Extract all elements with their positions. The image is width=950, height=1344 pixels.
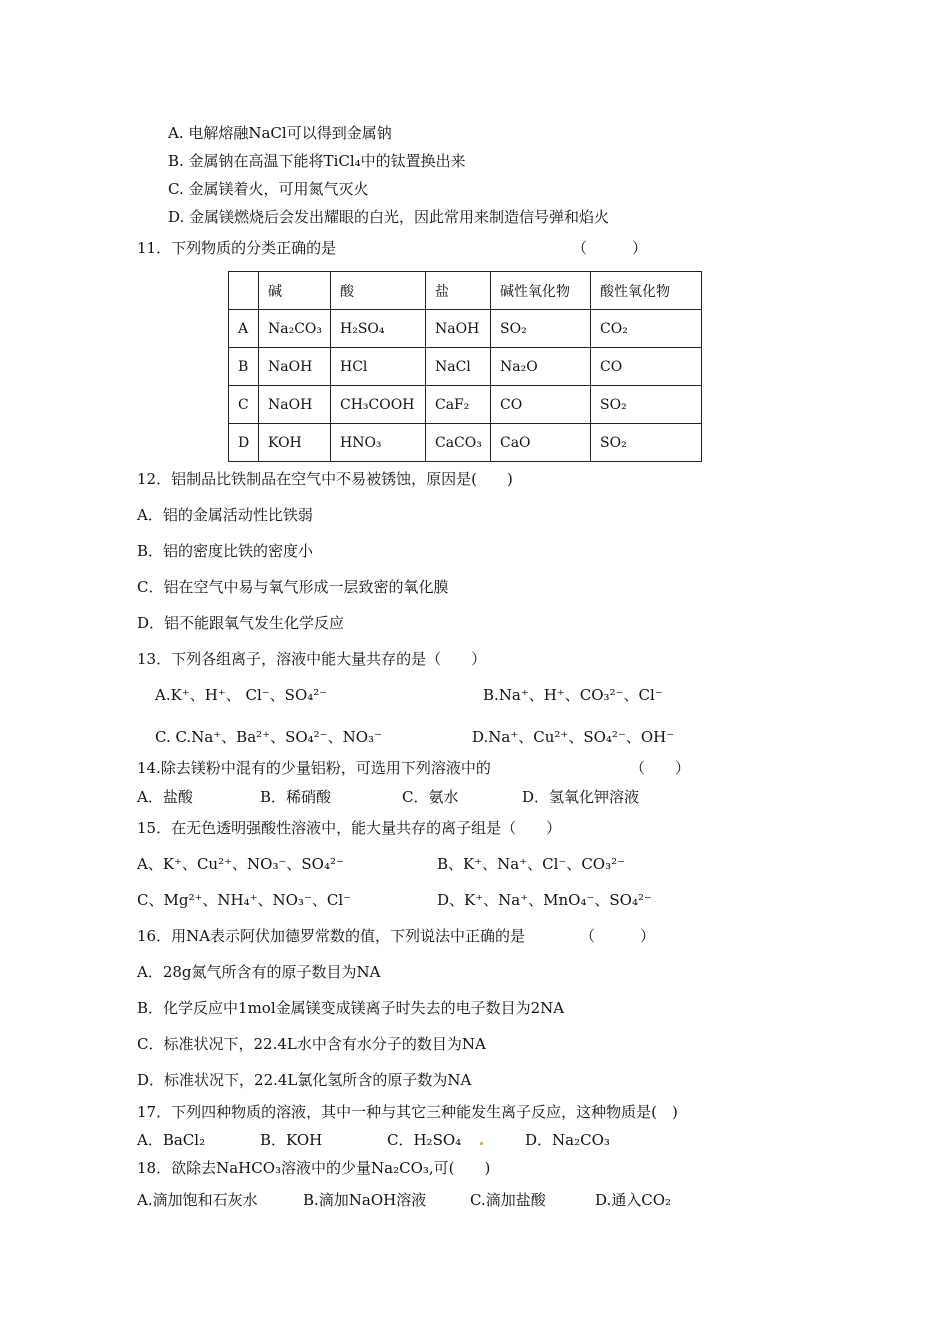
q18-option-a: A.滴加饱和石灰水 [137,1191,258,1209]
q16-stem: 16．用NA表示阿伏加德罗常数的值，下列说法中正确的是 [137,927,526,945]
table-cell: CO [591,348,702,386]
q13-option-c: C. C.Na⁺、Ba²⁺、SO₄²⁻、NO₃⁻ [155,728,382,746]
q12-option-d: D．铝不能跟氧气发生化学反应 [137,614,345,632]
q18-stem: 18．欲除去NaHCO₃溶液中的少量Na₂CO₃,可( ) [137,1159,491,1177]
q11-classification-table [228,271,702,462]
table-cell: HCl [331,348,426,386]
q14-option-c: C．氨水 [402,788,459,806]
q12-option-a: A．铝的金属活动性比铁弱 [137,506,313,524]
q17-option-d: D．Na₂CO₃ [525,1131,610,1149]
stray-mark [480,1142,483,1145]
table-cell: A [229,310,259,348]
header-cell [229,272,259,310]
table-row [229,386,702,424]
q18-option-c: C.滴加盐酸 [470,1191,546,1209]
header-cell: 酸 [331,272,426,310]
table-cell: B [229,348,259,386]
table-cell: CaCO₃ [426,424,491,462]
q10-option-c: C. 金属镁着火，可用氮气灭火 [168,180,369,198]
table-cell: NaOH [259,348,331,386]
q15-option-a: A、K⁺、Cu²⁺、NO₃⁻、SO₄²⁻ [137,855,344,873]
q15-stem: 15．在无色透明强酸性溶液中，能大量共存的离子组是（ ） [137,819,562,837]
table-cell: HNO₃ [331,424,426,462]
table-cell: NaCl [426,348,491,386]
q11-stem: 11．下列物质的分类正确的是 [137,239,337,257]
q13-option-d: D.Na⁺、Cu²⁺、SO₄²⁻、OH⁻ [472,728,675,746]
table-cell: SO₂ [591,424,702,462]
q14-option-d: D．氢氧化钾溶液 [522,788,640,806]
q16-option-a: A．28g氮气所含有的原子数目为NA [137,963,381,981]
table-cell: NaOH [426,310,491,348]
header-cell: 盐 [426,272,491,310]
table-cell: NaOH [259,386,331,424]
table-row [229,310,702,348]
table-cell: Na₂O [491,348,591,386]
q16-option-b: B．化学反应中1mol金属镁变成镁离子时失去的电子数目为2NA [137,999,565,1017]
q14-stem: 14.除去镁粉中混有的少量铝粉，可选用下列溶液中的 [137,759,491,777]
table-cell: KOH [259,424,331,462]
table-cell: SO₂ [591,386,702,424]
q15-option-c: C、Mg²⁺、NH₄⁺、NO₃⁻、Cl⁻ [137,891,352,909]
q11-answer-paren: （ ） [572,239,648,257]
table-cell: CaO [491,424,591,462]
table-cell: CaF₂ [426,386,491,424]
table-cell: CO [491,386,591,424]
table-cell: D [229,424,259,462]
q15-option-b: B、K⁺、Na⁺、Cl⁻、CO₃²⁻ [437,855,626,873]
table-cell: CH₃COOH [331,386,426,424]
table-cell: C [229,386,259,424]
q14-option-a: A．盐酸 [137,788,193,806]
header-cell: 碱性氧化物 [491,272,591,310]
q17-stem: 17．下列四种物质的溶液，其中一种与其它三种能发生离子反应，这种物质是( ) [137,1103,678,1121]
q12-option-b: B．铝的密度比铁的密度小 [137,542,314,560]
table-row [229,348,702,386]
q12-option-c: C．铝在空气中易与氧气形成一层致密的氧化膜 [137,578,449,596]
q17-option-b: B．KOH [260,1131,323,1149]
q13-option-b: B.Na⁺、H⁺、CO₃²⁻、Cl⁻ [483,686,663,704]
q16-answer-paren: （ ） [580,927,656,945]
q14-option-b: B．稀硝酸 [260,788,332,806]
q18-option-b: B.滴加NaOH溶液 [303,1191,427,1209]
q16-option-c: C．标准状况下，22.4L水中含有水分子的数目为NA [137,1035,486,1053]
table-cell: H₂SO₄ [331,310,426,348]
q10-option-d: D. 金属镁燃烧后会发出耀眼的白光，因此常用来制造信号弹和焰火 [168,208,610,226]
q17-option-c: C．H₂SO₄ [387,1131,462,1149]
table-cell: CO₂ [591,310,702,348]
q15-option-d: D、K⁺、Na⁺、MnO₄⁻、SO₄²⁻ [437,891,652,909]
table-cell: SO₂ [491,310,591,348]
q14-answer-paren: （ ） [630,759,691,777]
table-cell: Na₂CO₃ [259,310,331,348]
table-row [229,424,702,462]
q10-option-b: B. 金属钠在高温下能将TiCl₄中的钛置换出来 [168,152,466,170]
q18-option-d: D.通入CO₂ [595,1191,672,1209]
q16-option-d: D．标准状况下，22.4L氯化氢所含的原子数为NA [137,1071,472,1089]
q13-option-a: A.K⁺、H⁺、 Cl⁻、SO₄²⁻ [155,686,328,704]
header-cell: 酸性氧化物 [591,272,702,310]
q13-stem: 13．下列各组离子，溶液中能大量共存的是（ ） [137,650,487,668]
q17-option-a: A．BaCl₂ [137,1131,206,1149]
table-header-row [229,272,702,310]
q10-option-a: A. 电解熔融NaCl可以得到金属钠 [168,124,392,142]
q12-stem: 12．铝制品比铁制品在空气中不易被锈蚀，原因是( ) [137,470,513,488]
header-cell: 碱 [259,272,331,310]
